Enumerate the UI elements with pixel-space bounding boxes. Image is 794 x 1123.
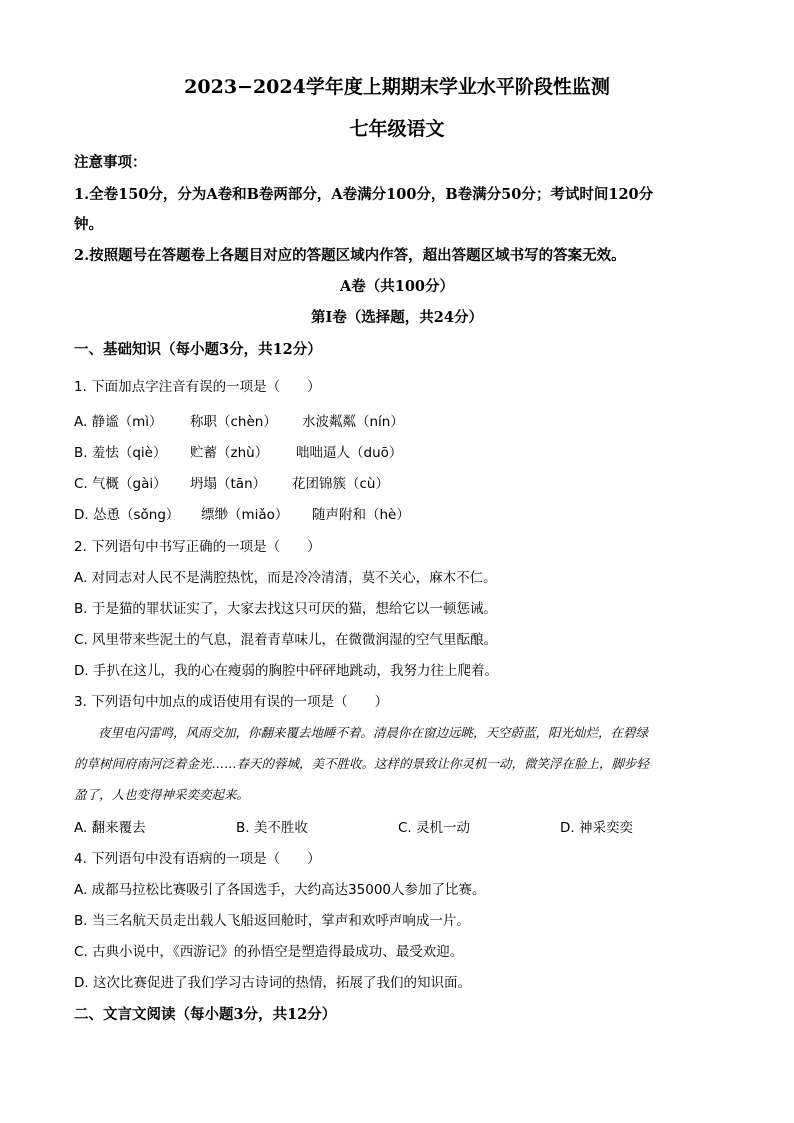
question-3-passage-line-3: 盈了，人也变得神采奕奕起来。 [74,787,250,802]
section-1-heading: 一、基础知识（每小题3分，共12分） [74,341,322,358]
section-2-heading: 二、文言文阅读（每小题3分，共12分） [74,1006,337,1023]
question-4-option-d: D. 这次比赛促进了我们学习古诗词的热情，拓展了我们的知识面。 [74,975,471,991]
section-a-heading: A卷（共100分） [339,278,455,295]
question-3-option-c: C. 灵机一动 [398,820,471,836]
option-b-item-2: 贮蓄（zhù） [190,445,269,461]
option-c-item-2: 坍塌（tān） [190,476,267,492]
question-4-stem: 4. 下列语句中没有语病的一项是（ ） [74,851,321,867]
question-2-option-d: D. 手扒在这儿，我的心在瘦弱的胸腔中砰砰地跳动，我努力往上爬着。 [74,663,498,679]
question-2-option-b: B. 于是猫的罪状证实了，大家去找这只可厌的猫，想给它以一顿惩诫。 [74,601,497,617]
option-b-item-1: B. 羞怯（qiè） [74,445,167,461]
exam-subtitle: 七年级语文 [349,118,445,140]
option-d-item-3: 随声附和（hè） [312,507,410,523]
question-3-passage-line-2: 的草树间府南河泛着金光……春天的蓉城，美不胜收。这样的景致让你灵机一动，微笑浮在脸上，脚步轻 [74,756,650,771]
question-1-option-c [74,472,722,492]
question-3-passage-line-1: 夜里电闪雷鸣，风雨交加，你翻来覆去地睡不着。清晨你在窗边远眺，天空蔚蓝，阳光灿烂，在碧绿 [98,725,649,740]
notes-item-1-cont: 钟。 [74,216,103,233]
question-3-options [74,816,722,836]
notes-item-1: 1.全卷150分，分为A卷和B卷两部分，A卷满分100分，B卷满分50分；考试时间120分 [74,186,654,203]
part-one-heading: 第Ⅰ卷（选择题，共24分） [311,309,483,326]
question-3-option-b: B. 美不胜收 [236,820,308,836]
notes-item-2: 2.按照题号在答题卷上各题目对应的答题区域内作答，超出答题区域书写的答案无效。 [74,247,626,264]
notes-heading: 注意事项： [74,154,147,171]
option-a-item-2: 称职（chèn） [190,414,277,430]
option-a-item-1: A. 静谧（mì） [74,414,163,430]
question-2-option-c: C. 风里带来些泥土的气息，混着青草味儿，在微微润湿的空气里酝酿。 [74,632,498,648]
option-b-item-3: 咄咄逼人（duō） [296,445,403,461]
option-c-item-3: 花团锦簇（cù） [292,476,389,492]
question-4-option-c: C. 古典小说中，《西游记》的孙悟空是塑造得最成功、最受欢迎。 [74,944,464,960]
question-1-stem: 1. 下面加点字注音有误的一项是（ ） [74,379,321,395]
option-d-item-2: 缥缈（miǎo） [201,507,289,523]
question-2-option-a: A. 对同志对人民不是满腔热忱，而是冷冷清清，莫不关心，麻木不仁。 [74,570,497,586]
option-a-item-3: 水波粼粼（nín） [302,414,404,430]
exam-title: 2023−2024学年度上期期末学业水平阶段性监测 [184,76,610,98]
question-4-option-b: B. 当三名航天员走出载人飞船返回舱时，掌声和欢呼声响成一片。 [74,913,470,929]
question-3-option-a: A. 翻来覆去 [74,820,146,836]
question-1-option-a [74,410,722,430]
option-c-item-1: C. 气概（gài） [74,476,167,492]
option-d-item-1: D. 怂恿（sǒng） [74,507,180,523]
question-4-option-a: A. 成都马拉松比赛吸引了各国选手，大约高达35000人参加了比赛。 [74,882,486,898]
question-3-option-d: D. 神采奕奕 [560,820,633,836]
question-3-stem: 3. 下列语句中加点的成语使用有误的一项是（ ） [74,694,389,710]
question-1-option-d [74,503,722,523]
question-1-option-b [74,441,722,461]
question-2-stem: 2. 下列语句中书写正确的一项是（ ） [74,539,321,555]
